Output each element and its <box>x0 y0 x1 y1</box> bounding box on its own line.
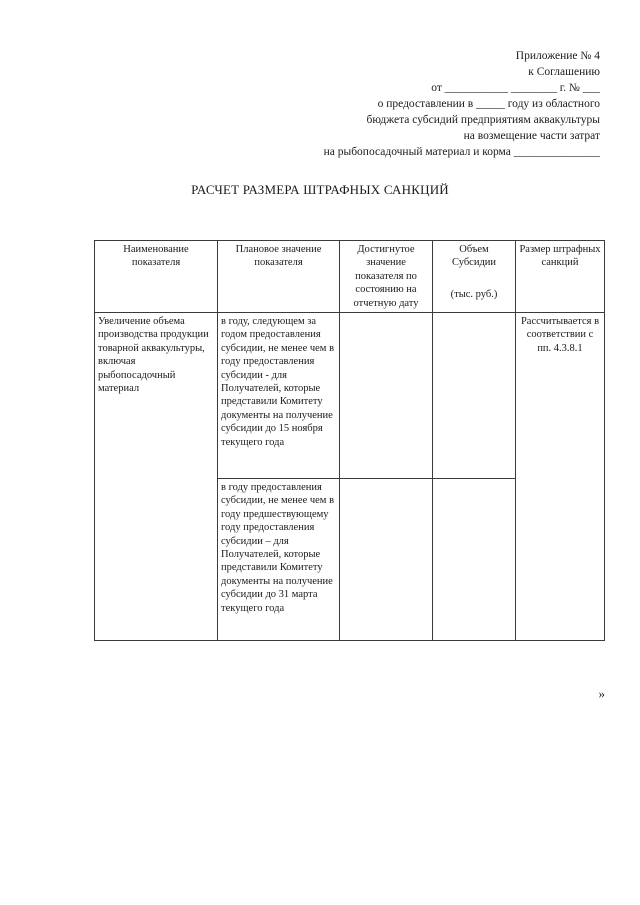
plan-value-cell-1: в году, следующем за годом предоставления субсидии, не менее чем в году предоставления субсидии - для Получателей, которые представили Комитету документы на получение субсидии до 15 ноября текущего года <box>218 313 340 479</box>
plan-value-cell-2: в году предоставления субсидии, не менее чем в году предшествующему году предоставления субсидии – для Получателей, которые представили Комитету документы на получение субсидии до 31 марта текущего года <box>218 479 340 641</box>
table-row <box>95 313 605 479</box>
subsidy-line-1: о предоставлении в _____ году из областного <box>377 98 600 110</box>
header-penalty-size: Размер штрафных санкций <box>516 241 605 313</box>
header-subsidy-unit: (тыс. руб.) <box>450 288 498 300</box>
document-title: РАСЧЕТ РАЗМЕРА ШТРАФНЫХ САНКЦИЙ <box>191 182 449 197</box>
subsidy-line-4: на рыбопосадочный материал и корма _______________ <box>323 146 600 158</box>
appendix-header <box>324 48 600 160</box>
subsidy-line-3: на возмещение части затрат <box>463 130 600 142</box>
subsidy-volume-cell-2 <box>433 479 516 641</box>
header-planned-value: Плановое значение показателя <box>218 241 340 313</box>
header-subsidy-volume: Объем Субсидии (тыс. руб.) <box>433 241 516 313</box>
penalty-table <box>94 240 605 641</box>
penalty-cell: Рассчитывается в соответствии с пп. 4.3.8.1 <box>516 313 605 641</box>
agreement-date-line: от ___________ ________ г. № ___ <box>431 82 600 94</box>
achieved-value-cell-2 <box>340 479 433 641</box>
header-achieved-value: Достигнутое значение показателя по состоянию на отчетную дату <box>340 241 433 313</box>
indicator-cell: Увеличение объема производства продукции товарной аквакультуры, включая рыбопосадочный материал <box>95 313 218 641</box>
agreement-reference: к Соглашению <box>528 66 600 78</box>
achieved-value-cell-1 <box>340 313 433 479</box>
subsidy-line-2: бюджета субсидий предприятиям аквакультуры <box>366 114 600 126</box>
closing-quote-mark: » <box>598 686 605 701</box>
table-header-row <box>95 241 605 313</box>
subsidy-volume-cell-1 <box>433 313 516 479</box>
appendix-number: Приложение № 4 <box>515 50 600 62</box>
header-indicator-name: Наименование показателя <box>95 241 218 313</box>
